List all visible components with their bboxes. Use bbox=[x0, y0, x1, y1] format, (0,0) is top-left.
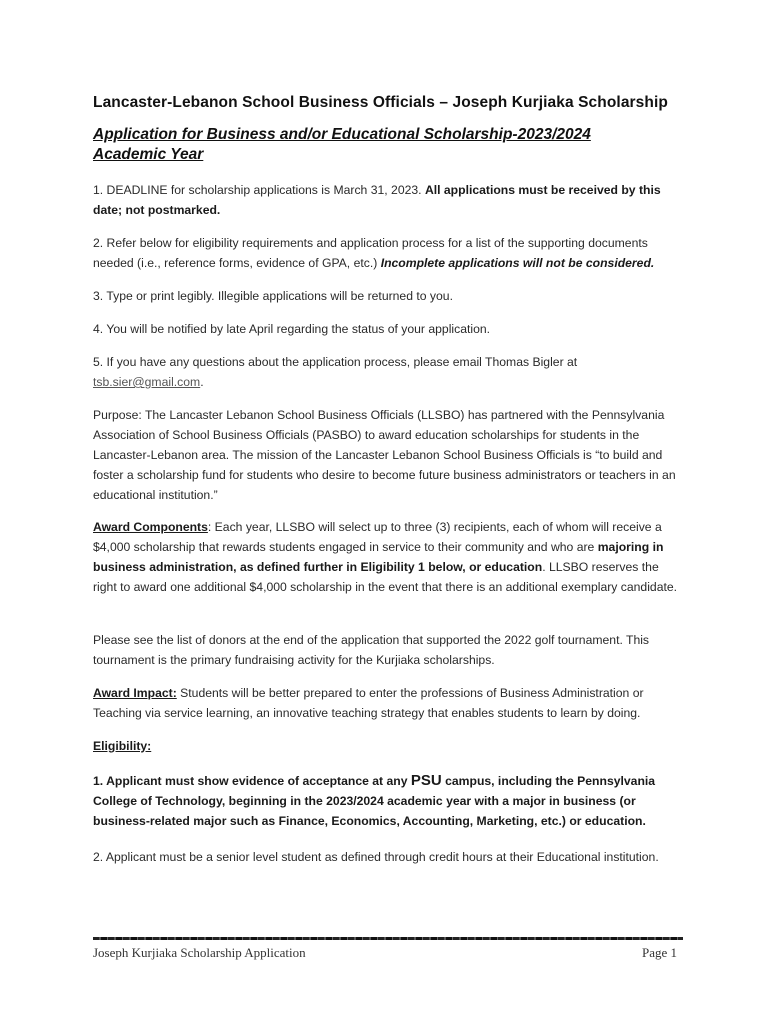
item-eligibility-refer: 2. Refer below for eligibility requirements and application process for a list of the supporting documents needed (i.e., reference forms, evidence of GPA, etc.) Incomplete applications will not be considered. bbox=[93, 236, 655, 270]
item-legibility: 3. Type or print legibly. Illegible applications will be returned to you. bbox=[93, 289, 453, 303]
award-impact-paragraph: Award Impact: Students will be better prepared to enter the professions of Business Administration or Teaching via service learning, an innovative teaching strategy that enables students to learn by doing. bbox=[93, 686, 644, 720]
footer-divider bbox=[93, 937, 683, 940]
award-components-label: Award Components bbox=[93, 520, 208, 534]
page-number: Page 1 bbox=[642, 945, 678, 960]
donors-paragraph: Please see the list of donors at the end of the application that supported the 2022 golf tournament. This tournament is the primary fundraising activity for the Kurjiaka scholarships. bbox=[93, 633, 650, 667]
document-title: Lancaster-Lebanon School Business Officials – Joseph Kurjiaka Scholarship bbox=[93, 94, 668, 111]
eligibility-heading: Eligibility: bbox=[93, 739, 152, 753]
award-components-paragraph: Award Components: Each year, LLSBO will select up to three (3) recipients, each of whom will receive a $4,000 scholarship that rewards students engaged in service to their community and who are majoring in business administration, as defined further in Eligibility 1 below, or education. LLSBO reserves the right to award one additional $4,000 scholarship in the event that there is an additional exemplary candidate. bbox=[93, 520, 678, 594]
footer-title: Joseph Kurjiaka Scholarship Application bbox=[93, 945, 306, 960]
deadline-emphasis: All applications must be received by this date; not postmarked. bbox=[93, 183, 661, 217]
contact-email-link[interactable]: tsb.sier@gmail.com bbox=[93, 375, 201, 389]
eligibility-item-2: 2. Applicant must be a senior level student as defined through credit hours at their Educational institution. bbox=[93, 850, 659, 864]
incomplete-warning: Incomplete applications will not be considered. bbox=[380, 256, 655, 270]
item-deadline: 1. DEADLINE for scholarship applications is March 31, 2023. All applications must be received by this date; not postmarked. bbox=[93, 183, 661, 217]
purpose-paragraph: Purpose: The Lancaster Lebanon School Business Officials (LLSBO) has partnered with the Pennsylvania Association of School Business Officials (PASBO) to award education scholarships for students in the Lancaster-Lebanon area. The mission of the Lancaster Lebanon School Business Officials is “to build and foster a scholarship fund for students who desire to become future business administrators or teachers in an educational institution.” bbox=[93, 408, 676, 502]
document-subtitle: Application for Business and/or Educational Scholarship-2023/2024 Academic Year bbox=[93, 126, 591, 163]
eligibility-item-1: 1. Applicant must show evidence of acceptance at any PSU campus, including the Pennsylvania College of Technology, beginning in the 2023/2024 academic year with a major in business (or business-related major such as Finance, Economics, Accounting, Marketing, etc.) or education. bbox=[93, 772, 656, 828]
award-impact-label: Award Impact: bbox=[93, 686, 177, 700]
item-questions: 5. If you have any questions about the application process, please email Thomas Bigler at tsb.sier@gmail.com. bbox=[93, 355, 578, 389]
item-notification: 4. You will be notified by late April regarding the status of your application. bbox=[93, 322, 491, 336]
